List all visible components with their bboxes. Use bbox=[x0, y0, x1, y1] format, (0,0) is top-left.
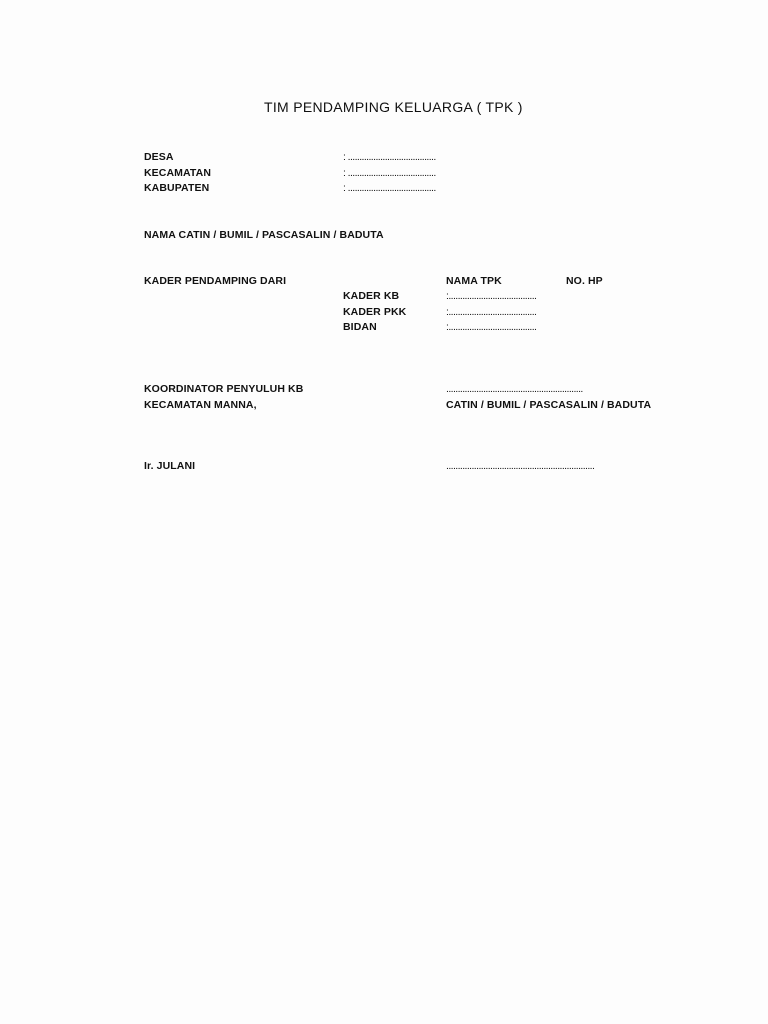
signature-name-dots: ................................................................ bbox=[446, 460, 595, 472]
desa-label: DESA bbox=[144, 151, 174, 163]
bidan-value: :...................................... bbox=[446, 321, 537, 333]
desa-value: : ...................................... bbox=[343, 151, 436, 163]
koordinator-label: KOORDINATOR PENYULUH KB bbox=[144, 383, 304, 395]
kader-pkk-value: :...................................... bbox=[446, 306, 537, 318]
signer-name: Ir. JULANI bbox=[144, 460, 196, 472]
bidan-label: BIDAN bbox=[343, 321, 377, 333]
document-title: TIM PENDAMPING KELUARGA ( TPK ) bbox=[264, 99, 523, 115]
kecamatan-label: KECAMATAN bbox=[144, 167, 212, 179]
subject-label: NAMA CATIN / BUMIL / PASCASALIN / BADUTA bbox=[144, 229, 384, 241]
kabupaten-label: KABUPATEN bbox=[144, 182, 210, 194]
kader-pkk-label: KADER PKK bbox=[343, 306, 407, 318]
kader-kb-label: KADER KB bbox=[343, 290, 400, 302]
signature-right-dots: ........................................................... bbox=[446, 383, 583, 395]
kader-heading: KADER PENDAMPING DARI bbox=[144, 275, 287, 287]
no-hp-header: NO. HP bbox=[566, 275, 603, 287]
signature-right-label: CATIN / BUMIL / PASCASALIN / BADUTA bbox=[446, 399, 652, 411]
nama-tpk-header: NAMA TPK bbox=[446, 275, 502, 287]
kabupaten-value: : ...................................... bbox=[343, 182, 436, 194]
kecamatan-manna-label: KECAMATAN MANNA, bbox=[144, 399, 257, 411]
kecamatan-value: : ...................................... bbox=[343, 167, 436, 179]
kader-kb-value: :...................................... bbox=[446, 290, 537, 302]
